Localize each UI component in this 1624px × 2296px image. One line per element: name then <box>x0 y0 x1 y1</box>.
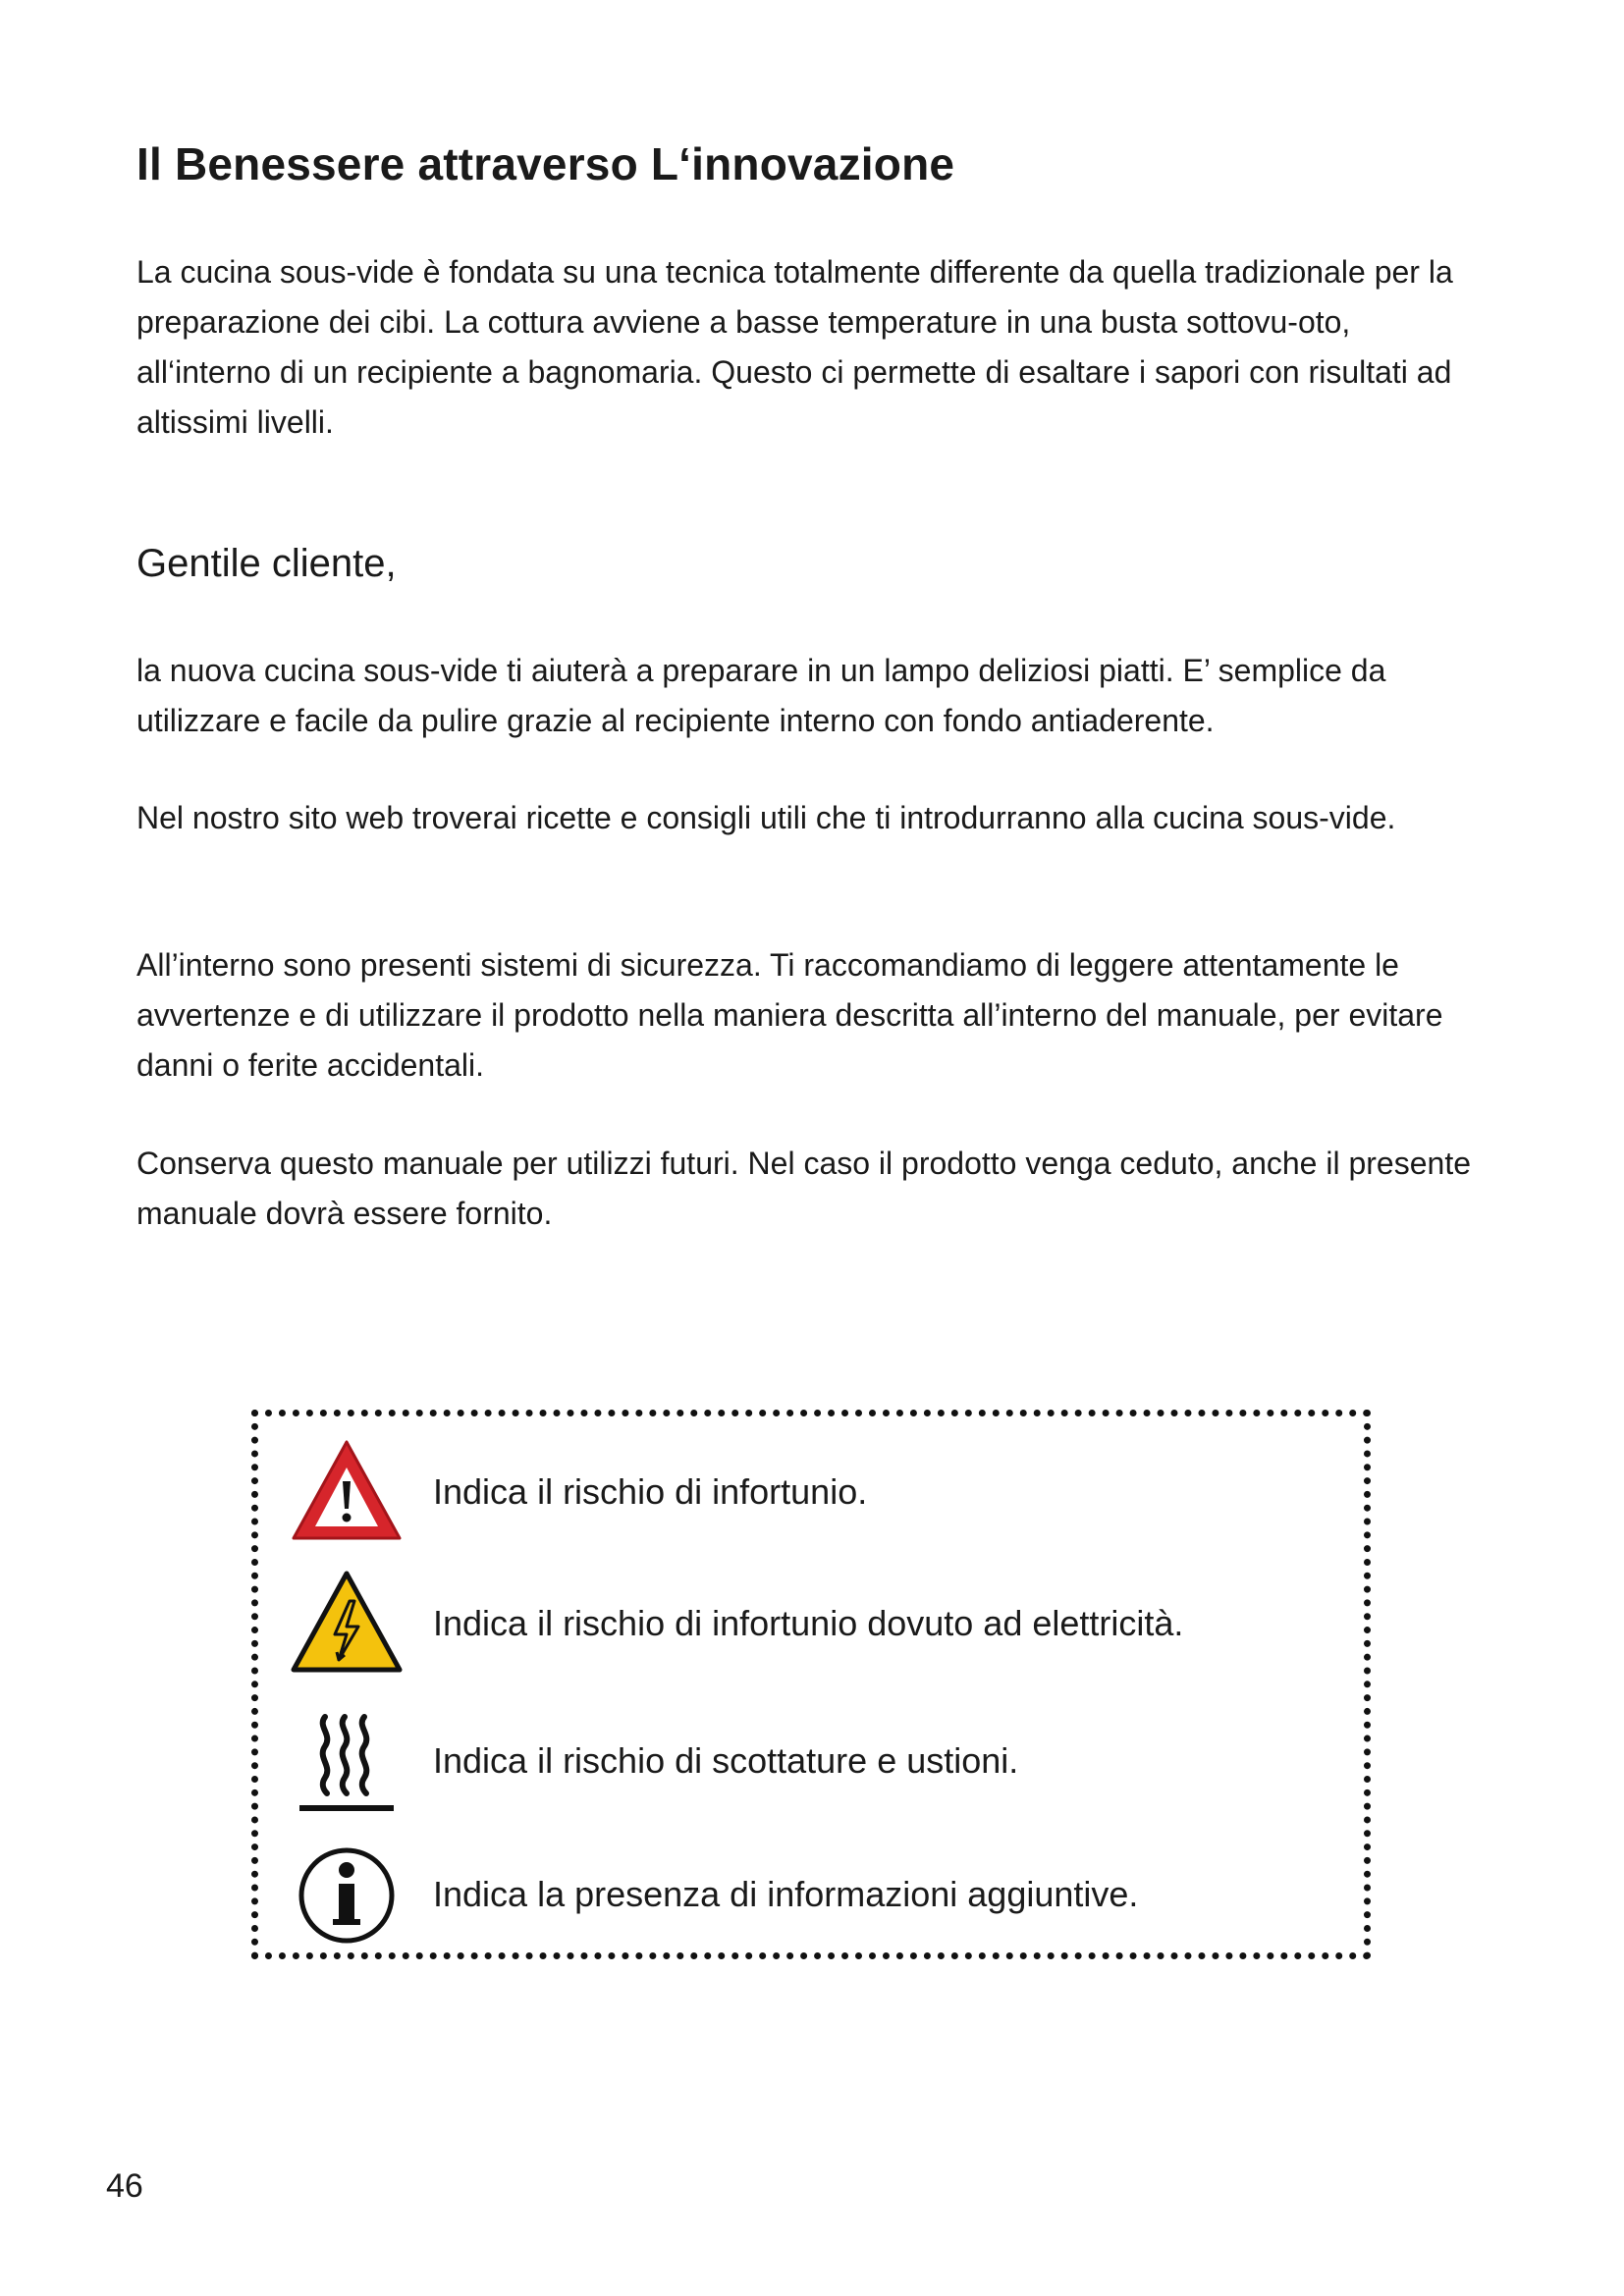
letter-paragraph: All’interno sono presenti sistemi di sicurezza. Ti raccomandiamo di leggere attentamente le avvertenze e di utilizzare il prodotto nella maniera descritta all’interno del manuale, per evitare danni o ferite accidentali. <box>136 947 1443 1083</box>
legend-label: Indica il rischio di infortunio. <box>433 1471 868 1512</box>
legend-label: Indica la presenza di informazioni aggiuntive. <box>433 1874 1139 1914</box>
letter-paragraph: Conserva questo manuale per utilizzi futuri. Nel caso il prodotto venga ceduto, anche il presente manuale dovrà essere fornito. <box>136 1146 1471 1231</box>
hot-surface-icon <box>288 1703 406 1821</box>
legend-item-general-risk <box>258 1434 1364 1552</box>
legend-item-info <box>258 1837 1364 1954</box>
legend-label: Indica il rischio di scottature e ustioni. <box>433 1740 1019 1781</box>
letter-paragraph: Nel nostro sito web troverai ricette e consigli utili che ti introdurranno alla cucina sous-vide. <box>136 800 1396 835</box>
greeting: Gentile cliente, <box>136 542 397 585</box>
electrical-hazard-icon <box>288 1566 406 1683</box>
legend-item-electrical-risk <box>258 1566 1364 1683</box>
info-icon <box>288 1837 406 1954</box>
page-title: Il Benessere attraverso L‘innovazione <box>136 138 955 189</box>
intro-paragraph: La cucina sous-vide è fondata su una tecnica totalmente differente da quella tradizionale per la preparazione dei cibi. La cottura avviene a basse temperature in una busta sottovu-oto, all‘interno di un recipiente a bagnomaria. Questo ci permette di esaltare i sapori con risultati ad altissimi livelli. <box>136 254 1453 440</box>
warning-triangle-icon <box>288 1434 406 1552</box>
page-number: 46 <box>106 2167 143 2205</box>
symbol-legend-box <box>251 1410 1371 1959</box>
letter-paragraph: la nuova cucina sous-vide ti aiuterà a preparare in un lampo deliziosi piatti. E’ semplice da utilizzare e facile da pulire grazie al recipiente interno con fondo antiaderente. <box>136 653 1386 738</box>
legend-item-burn-risk <box>258 1703 1364 1821</box>
legend-label: Indica il rischio di infortunio dovuto ad elettricità. <box>433 1603 1184 1643</box>
